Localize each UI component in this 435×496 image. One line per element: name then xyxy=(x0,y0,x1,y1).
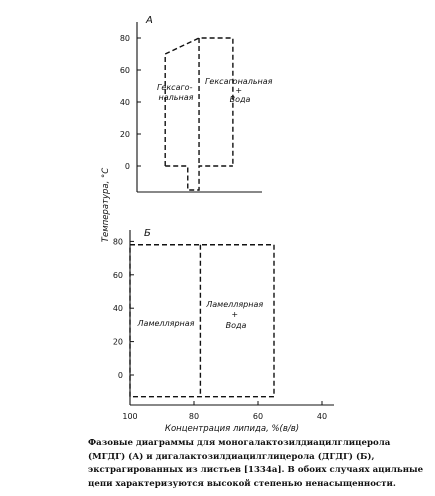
panel-a-y-tick-label: 20 xyxy=(119,130,130,139)
panel-b-region-lamellar-water: Ламеллярная + Вода xyxy=(206,300,264,330)
panel-a-y-ticks xyxy=(120,34,141,171)
panel-b-y-tick-label: 40 xyxy=(112,304,123,314)
panel-a-lower-boundary xyxy=(165,166,233,190)
panel-b-x-tick-label: 100 xyxy=(122,412,138,421)
panel-a-phase-boundary xyxy=(165,38,233,190)
panel-b-y-tick-label: 60 xyxy=(112,270,123,280)
panel-b-x-tick-label: 40 xyxy=(316,412,328,421)
panel-a-region-hexagonal-water: Гексагональная + Вода xyxy=(204,77,273,104)
panel-a xyxy=(120,15,275,192)
panel-b-y-tick-label: 0 xyxy=(117,371,123,380)
panel-a-y-tick-label: 0 xyxy=(124,162,130,171)
panel-b xyxy=(113,228,334,434)
figure-caption: Фазовые диаграммы для моногалактозилдиацилглицерола (МГДГ) (А) и дигалактозилдиацилглицерола (ДГДГ) (Б), экстрагированных из листьев [1334а]. В обоих случаях ацильные цепи характеризуются высокой степенью ненасыщенности. xyxy=(88,438,424,489)
y-axis-label: Температура, °С xyxy=(101,167,111,243)
x-axis-label: Концентрация липида, %(в/в) xyxy=(164,424,300,434)
panel-b-y-tick-label: 20 xyxy=(112,337,123,347)
panel-b-x-ticks xyxy=(122,401,327,421)
panel-b-y-ticks xyxy=(113,237,134,380)
panel-a-label: А xyxy=(146,15,153,26)
panel-a-y-tick-label: 60 xyxy=(119,66,130,75)
panel-b-x-tick-label: 60 xyxy=(252,412,264,421)
panel-b-y-tick-label: 80 xyxy=(112,237,123,247)
panel-b-x-tick-label: 80 xyxy=(188,412,200,421)
panel-a-region-hexagonal: Гексаго- нальная xyxy=(156,83,194,102)
panel-b-label: Б xyxy=(144,228,151,239)
panel-b-region-lamellar: Ламеллярная xyxy=(137,319,195,328)
panel-a-y-tick-label: 80 xyxy=(119,34,130,43)
panel-a-y-tick-label: 40 xyxy=(119,98,130,107)
